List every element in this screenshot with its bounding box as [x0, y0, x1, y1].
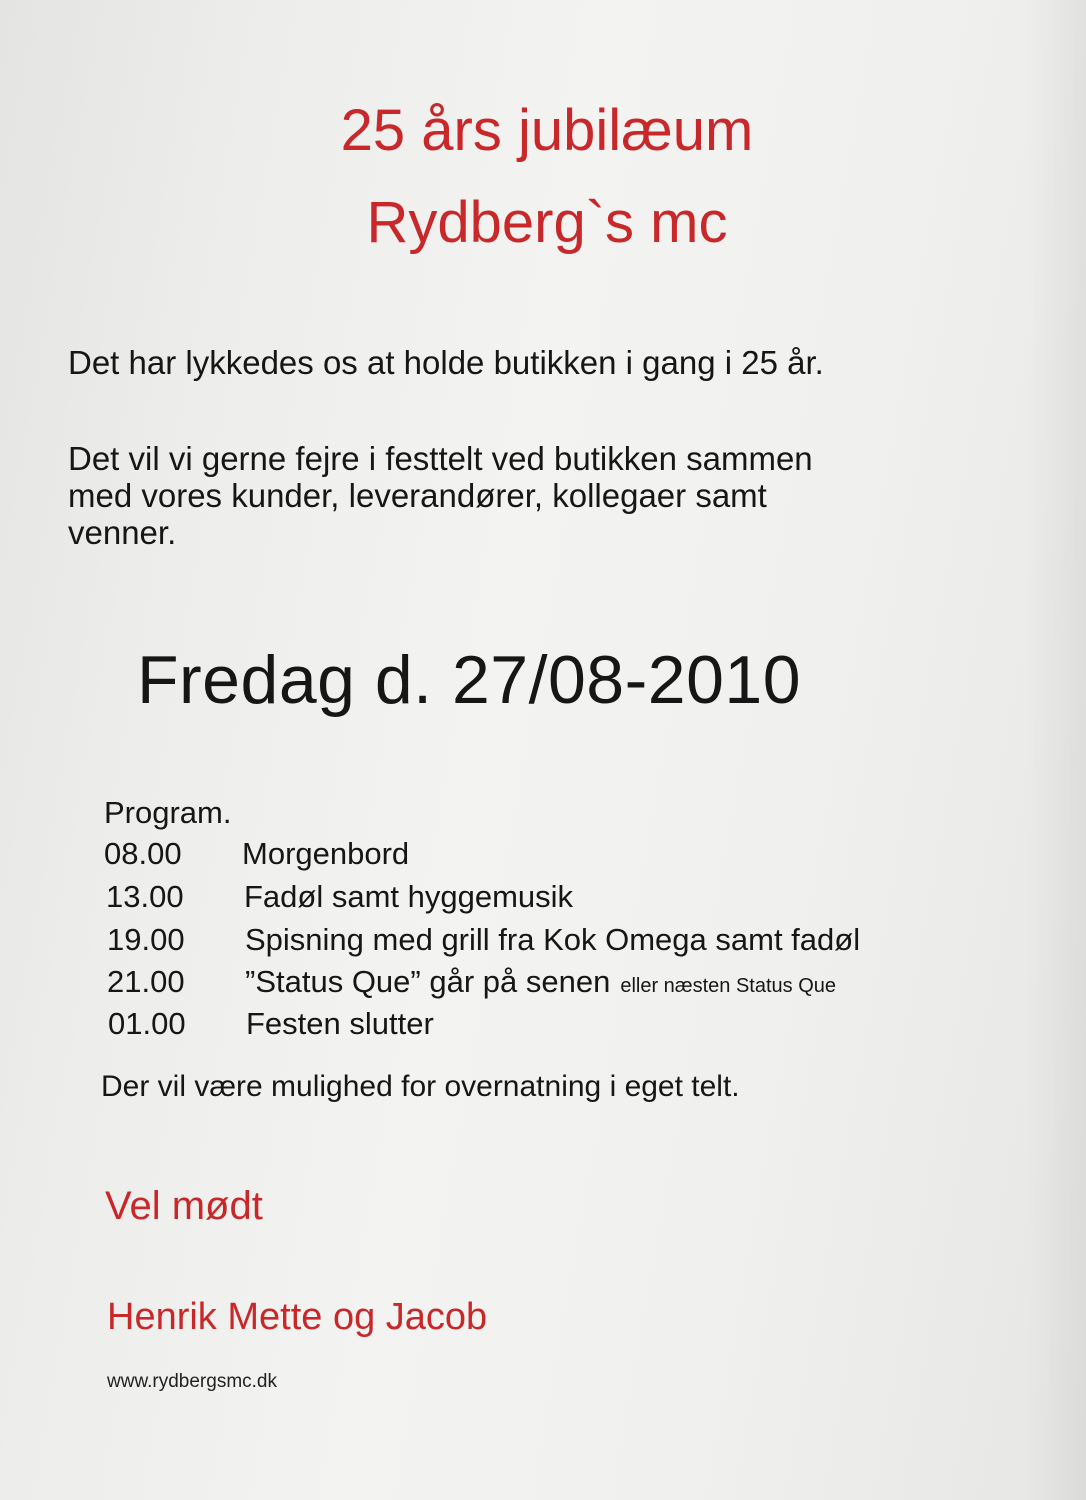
celebration-line-2: med vores kunder, leverandører, kollegaer samt	[68, 477, 767, 514]
signers: Henrik Mette og Jacob	[107, 1296, 488, 1338]
event-date: Fredag d. 27/08-2010	[137, 642, 802, 718]
intro-paragraph: Det har lykkedes os at holde butikken i gang i 25 år.	[68, 344, 824, 381]
program-event	[245, 922, 860, 958]
program-event-text: Spisning med grill fra Kok Omega samt fadøl	[245, 922, 861, 957]
program-event-text: Morgenbord	[242, 836, 410, 871]
title-line-2: Rydberg`s mc	[366, 190, 728, 255]
program-event-text: ”Status Que” går på senen	[245, 964, 611, 999]
program-event	[245, 964, 836, 1004]
program-event-note: eller næsten Status Que	[620, 975, 837, 997]
title-line-1: 25 års jubilæum	[340, 98, 754, 163]
program-event-text: Fadøl samt hyggemusik	[244, 879, 574, 914]
celebration-line-3: venner.	[68, 514, 177, 551]
program-time: 21.00	[107, 964, 185, 999]
program-event	[246, 1006, 434, 1042]
program-time: 01.00	[108, 1006, 186, 1041]
overnight-note: Der vil være mulighed for overnatning i eget telt.	[101, 1070, 740, 1103]
celebration-paragraph	[68, 440, 998, 551]
program-label: Program.	[104, 795, 232, 830]
website-link[interactable]: www.rydbergsmc.dk	[107, 1371, 277, 1392]
program-time: 19.00	[107, 922, 185, 957]
program-time: 08.00	[104, 836, 182, 871]
program-event-text: Festen slutter	[246, 1006, 434, 1041]
closing-greeting: Vel mødt	[105, 1184, 263, 1228]
program-time: 13.00	[106, 879, 184, 914]
program-event	[242, 836, 409, 872]
program-event	[244, 879, 573, 915]
celebration-line-1: Det vil vi gerne fejre i festtelt ved butikken sammen	[68, 440, 813, 477]
